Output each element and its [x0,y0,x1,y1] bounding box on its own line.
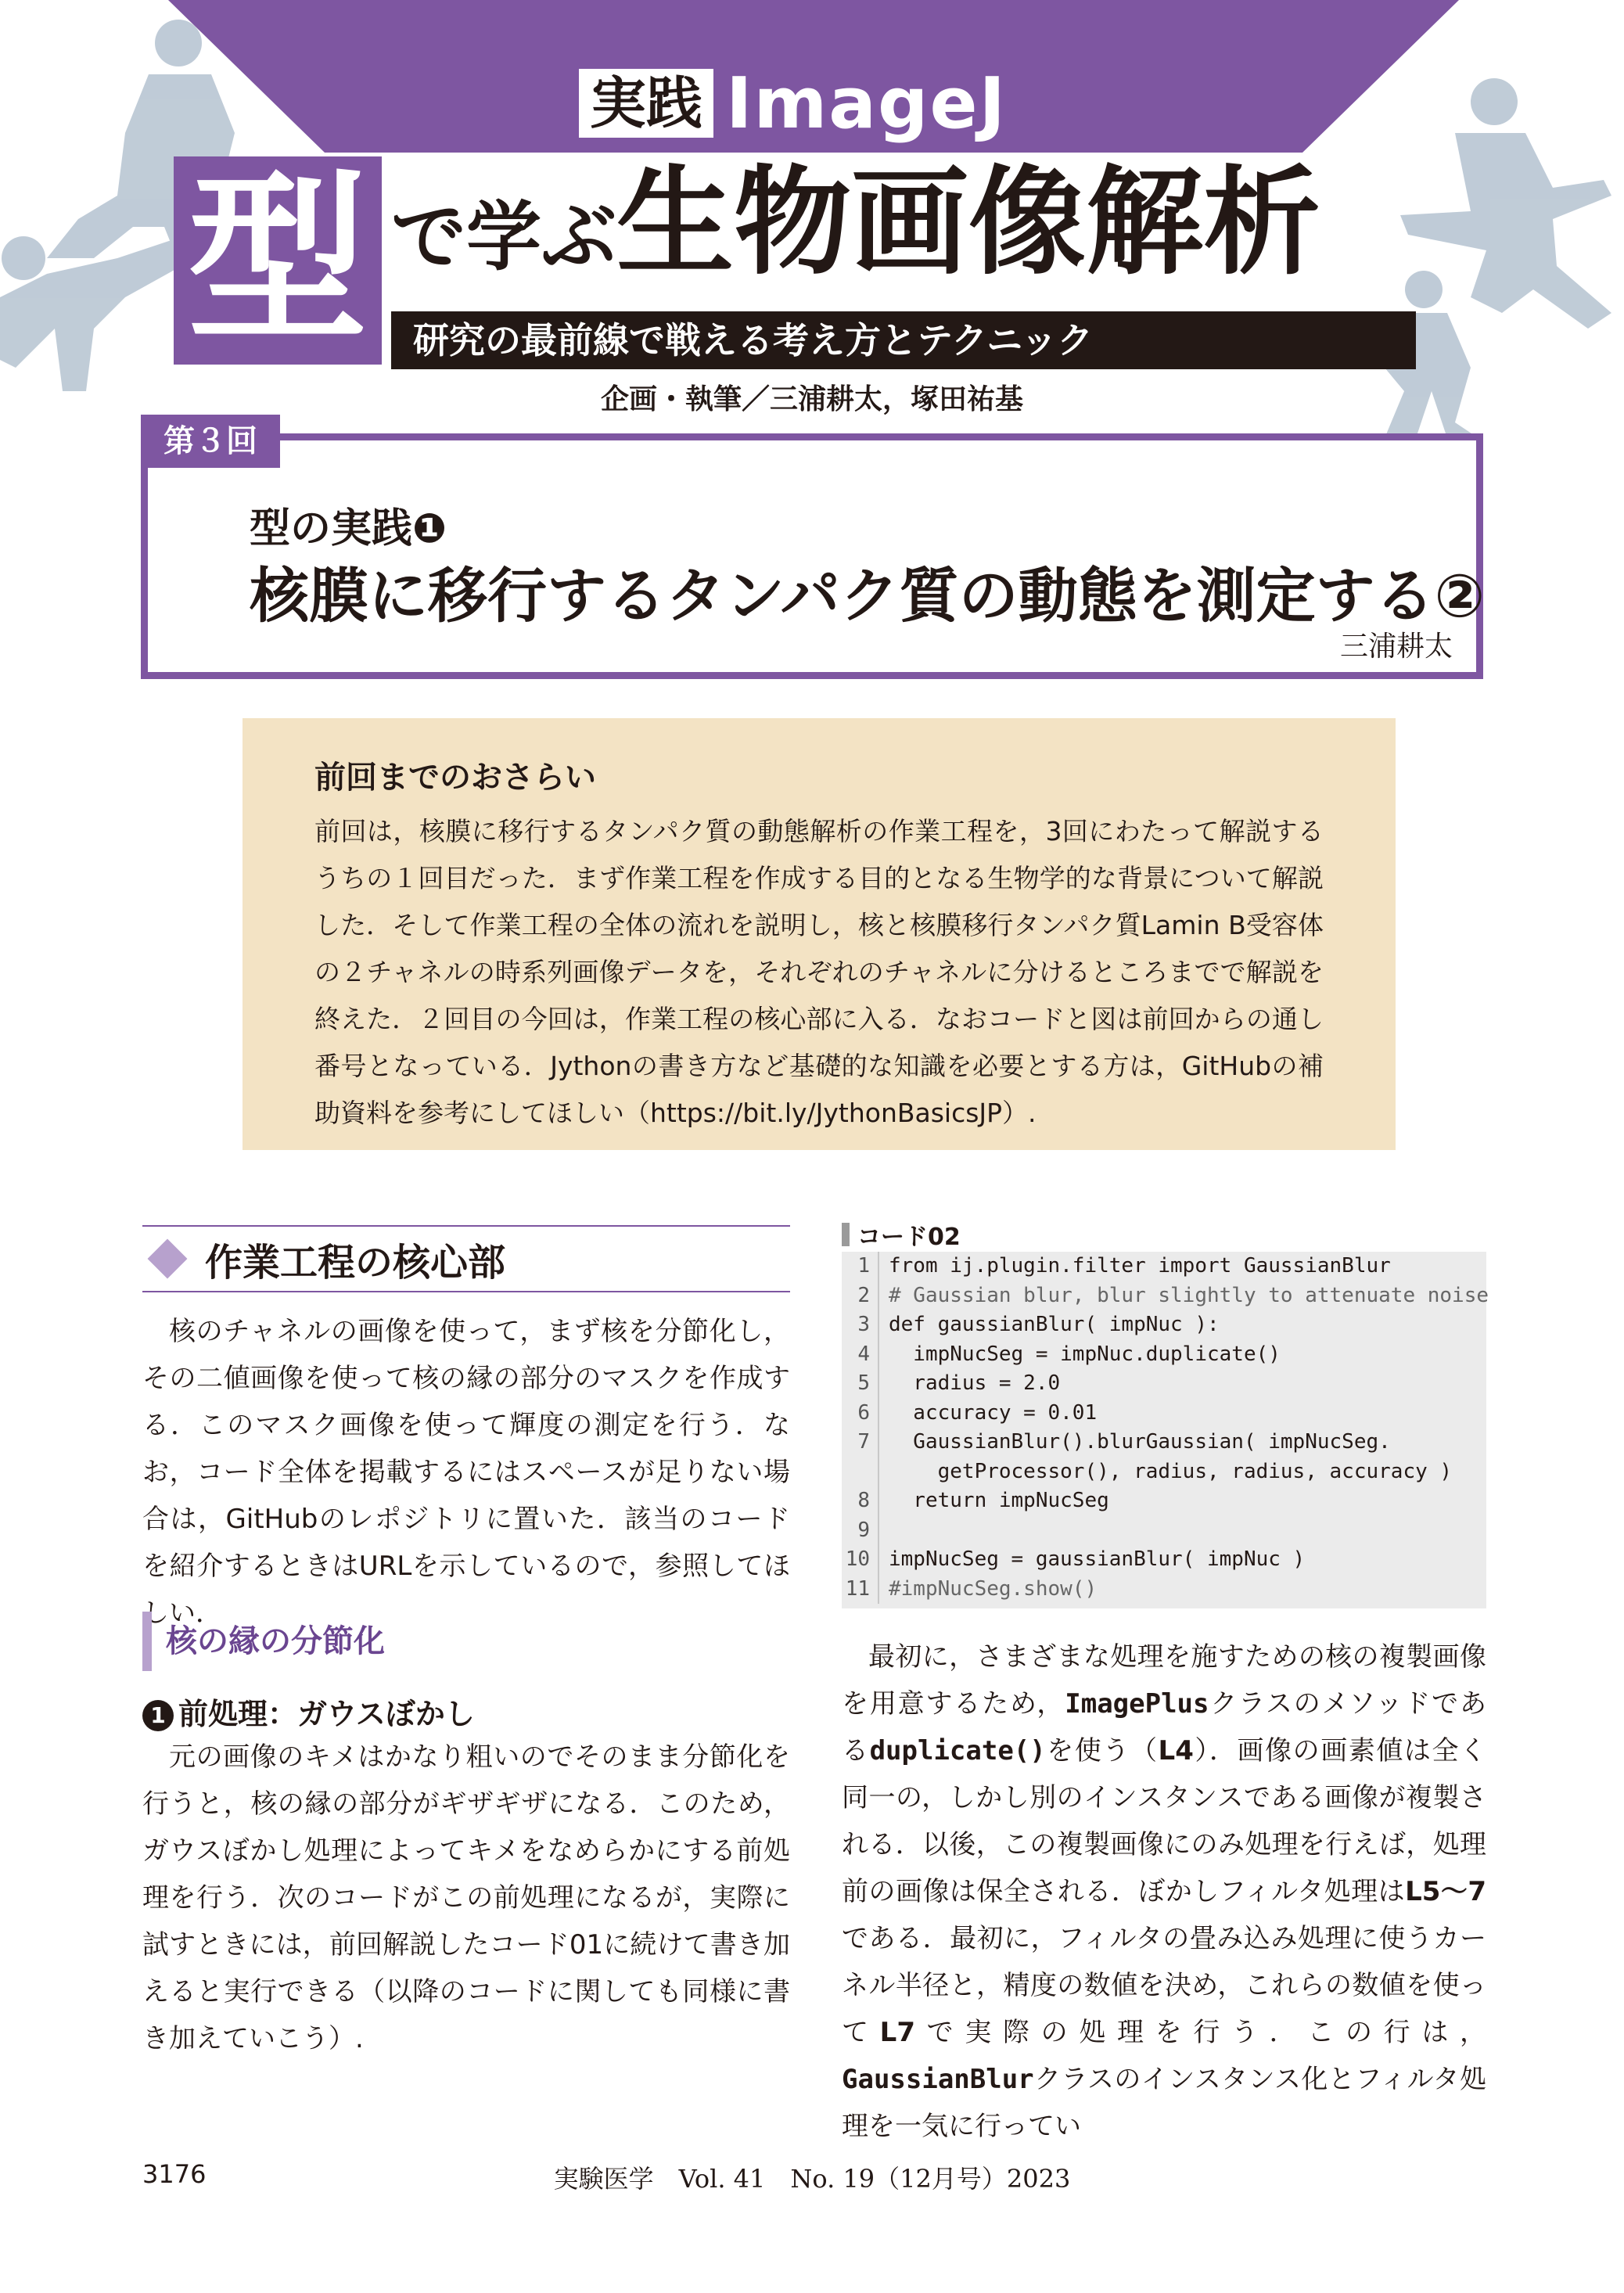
section-heading-text: 作業工程の核心部 [205,1240,506,1285]
section-heading [142,1225,790,1292]
right-paragraph: 最初に，さまざまな処理を施すための核の複製画像を用意するため，ImagePlusクラスのメソッドであるduplicate()を使う（L4）．画像の画素値は全く同一の，しかし別のインスタンスである画像が複製される．以後，この複製画像にのみ処理を行えば，処理前の画像は保全される．ぼかしフィルタ処理はL5～7である．最初に，フィルタの畳み込み処理に使うカーネル半径と，精度の数値を決め，これらの数値を使ってL7で実際の処理を行う．この行は，GaussianBlurクラスのインスタンス化とフィルタ処理を一気に行ってい [842,1641,1487,2142]
episode-tag: 第３回 [141,415,280,468]
section-paragraph-1: 核のチャネルの画像を使って，まず核を分節化し，その二値画像を使って核の縁の部分のマスクを作成する．このマスク画像を使って輝度の測定を行う．なお，コード全体を掲載するにはスペースが足りない場合は，GitHubのレポジトリに置いた．該当のコードを紹介するときはURLを示しているので，参照してほしい． [142,1316,790,1629]
code-line: 8 return impNucSeg [842,1486,1486,1516]
label-bar-icon [842,1223,850,1246]
subsection-heading: 核の縁の分節化 [142,1612,790,1671]
recap-text: 前回は，核膜に移行するタンパク質の動態解析の作業工程を，3回にわたって解説するうちの１回目だった．まず作業工程を作成する目的となる生物学的な背景について解説した．そして作業工程の全体の流れを説明し，核と核膜移行タンパク質Lamin B受容体の２チャネルの時系列画像データを，それぞれのチャネルに分けるところまでで解説を終えた．２回目の今回は，作業工程の核心部に入る．なおコードと図は前回からの通し番号となっている．Jythonの書き方など基礎的な知識を必要とする方は，GitHubの補助資料を参考にしてほしい（https://bit.ly/JythonBasicsJP）. [314,816,1324,1128]
code-line: 10 impNucSeg = gaussianBlur( impNuc ) [842,1545,1486,1575]
kata-box [174,156,382,365]
code-line: 4 impNucSeg = impNuc.duplicate() [842,1340,1486,1370]
kata-glyph: 型 [187,156,368,365]
code-line: getProcessor(), radius, radius, accuracy ) [842,1457,1486,1487]
code-line: 1 from ij.plugin.filter import GaussianBlur [842,1252,1486,1281]
main-title [391,155,1321,291]
episode-box [141,433,1486,679]
series-name: ImageJ [726,62,1007,145]
code-block [842,1252,1489,1608]
journal-footer: 実験医学 Vol. 41 No. 19（12月号）2023 [553,2164,1071,2194]
step-heading [142,1690,475,1733]
series-box: 実践 [579,69,713,138]
episode-kicker: 型の実践❶ [250,505,447,552]
section-paragraph-2: 元の画像のキメはかなり粗いのでそのまま分節化を行うと，核の縁の部分がギザギザになる．このため，ガウスぼかし処理によってキメをなめらかにする前処理を行う．次のコードがこの前処理になるが，実際に試すときには，前回解説したコード01に続けて書き加えると実行できる（以降のコードに関しても同様に書き加えていこう）. [142,1741,790,2054]
authors-line: 企画・執筆／三浦耕太，塚田祐基 [600,383,1023,415]
code-label-text: コード02 [857,1224,961,1251]
diamond-icon [148,1239,188,1279]
episode-title: 核膜に移行するタンパク質の動態を測定する② [250,561,1486,631]
step-number-icon: 1 [142,1700,174,1731]
code-line: 5 radius = 2.0 [842,1369,1486,1399]
code-line: 11 #impNucSeg.show() [842,1575,1486,1605]
code-line: 3 def gaussianBlur( impNuc ): [842,1310,1486,1340]
episode-author: 三浦耕太 [1339,631,1453,663]
code-line: 7 GaussianBlur().blurGaussian( impNucSeg. [842,1428,1486,1457]
title-big: 生物画像解析 [616,155,1321,291]
step-title: 前処理：ガウスぼかし [178,1697,475,1731]
recap-heading: 前回までのおさらい [314,760,596,796]
code-line: 9 [842,1516,1486,1546]
page-number: 3176 [142,2159,207,2189]
recap-box [243,718,1396,1150]
code-line: 6 accuracy = 0.01 [842,1399,1486,1429]
title-small: で学ぶ [391,193,616,281]
code-label [842,1217,961,1252]
series-heading [579,62,1007,145]
subtitle-bar: 研究の最前線で戦える考え方とテクニック [391,311,1416,369]
code-line: 2 # Gaussian blur, blur slightly to attenuate noise [842,1281,1486,1311]
